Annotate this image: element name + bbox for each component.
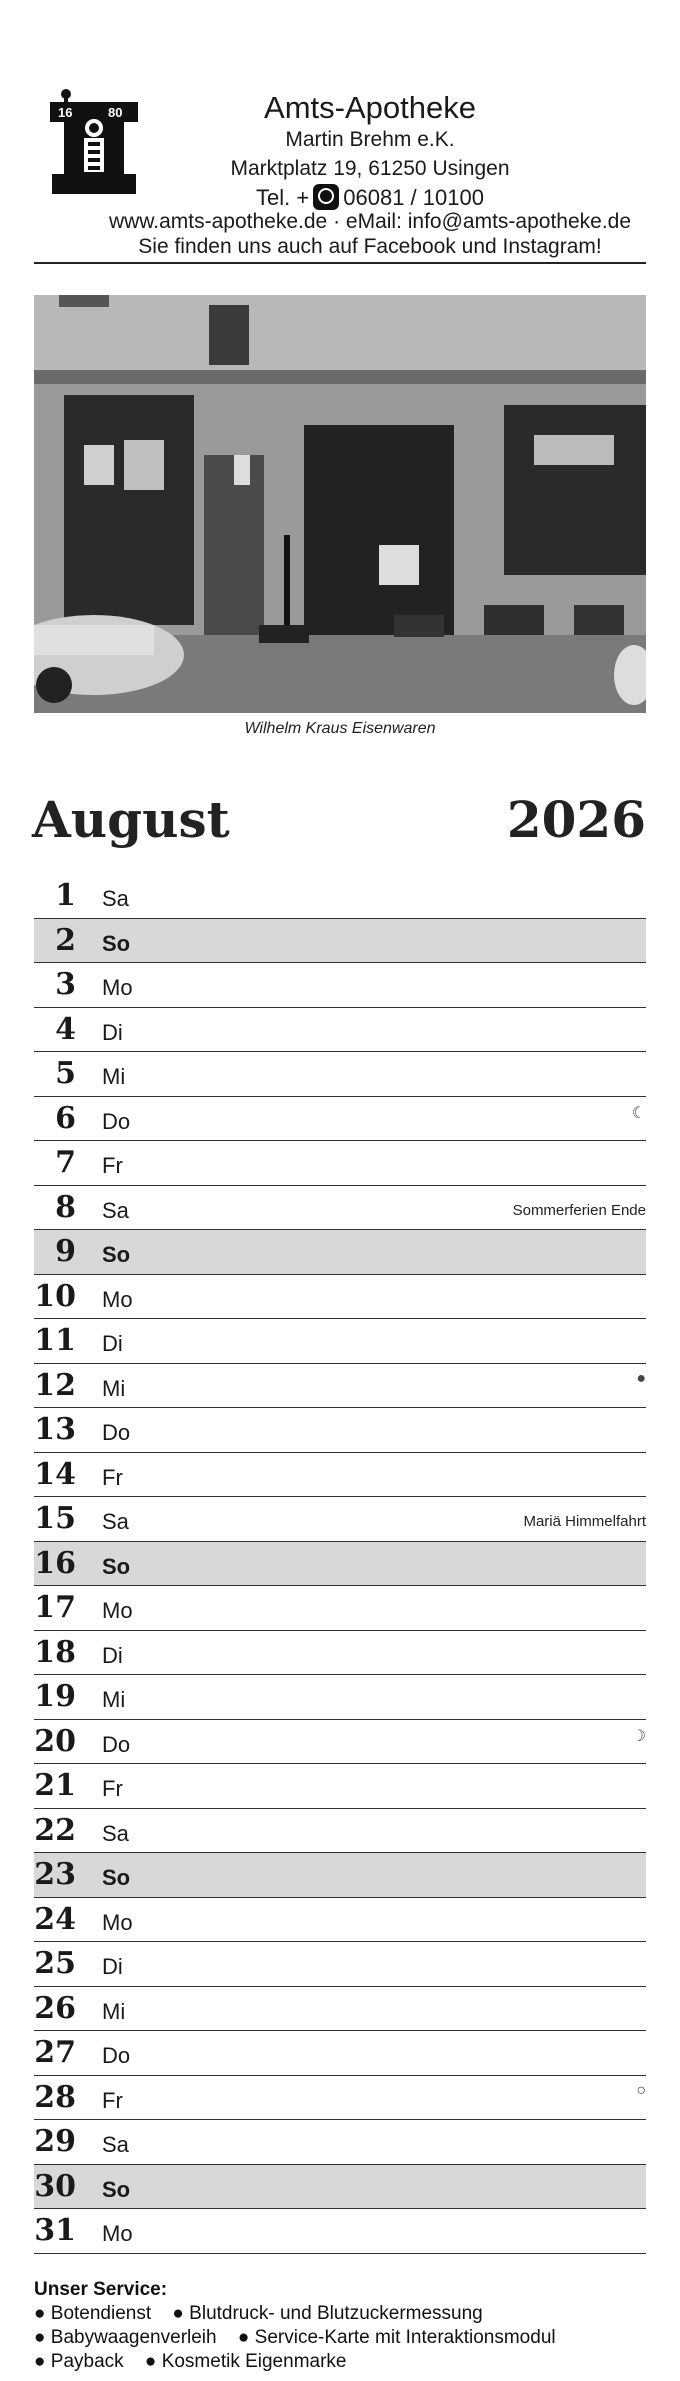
weekday-label: So [102, 2176, 131, 2202]
day-row [34, 1052, 646, 1097]
day-number: 22 [34, 1812, 76, 1848]
service-item: ● Kosmetik Eigenmarke [145, 2351, 347, 2372]
web-email-line: www.amts-apotheke.de · eMail: info@amts-apotheke.de [108, 210, 632, 233]
weekday-label: Di [102, 1642, 123, 1668]
day-row [34, 1497, 646, 1542]
weekday-label: Mi [102, 1064, 126, 1089]
day-row [34, 1186, 646, 1231]
weekday-label: Fr [102, 2087, 123, 2113]
social-line: Sie finden uns auch auf Facebook und Instagram! [138, 235, 602, 258]
pharmacy-header [0, 0, 680, 265]
pharmacy-owner: Martin Brehm e.K. [285, 128, 455, 151]
service-item: ● Blutdruck- und Blutzuckermessung [172, 2303, 482, 2324]
day-row [34, 2031, 646, 2076]
day-number: 29 [34, 2124, 76, 2159]
weekday-label: Sa [102, 1820, 129, 1846]
weekday-label: Sa [102, 2132, 129, 2157]
day-number: 10 [34, 1278, 76, 1314]
day-number: 12 [34, 1367, 76, 1403]
weekday-label: So [102, 1553, 131, 1579]
day-number: 2 [55, 922, 76, 958]
header-divider [34, 262, 646, 264]
weekday-label: Sa [102, 1197, 129, 1223]
service-item: ● Botendienst [34, 2303, 151, 2324]
month-title: August [32, 790, 230, 849]
day-row [34, 1898, 646, 1943]
service-title: Unser Service: [34, 2279, 168, 2300]
phone-prefix: Tel. + [256, 185, 310, 210]
day-number: 24 [34, 1901, 76, 1937]
weekday-label: So [102, 1865, 131, 1890]
day-number: 9 [55, 1234, 76, 1269]
day-row [34, 1141, 646, 1186]
day-number: 6 [55, 1100, 76, 1136]
weekday-label: Mo [102, 1909, 133, 1935]
moon-phase-icon: ☾ [631, 1104, 646, 1122]
day-row [34, 2076, 646, 2121]
day-number: 7 [55, 1145, 76, 1180]
day-row [34, 919, 646, 964]
day-row [34, 1942, 646, 1987]
day-row [34, 1764, 646, 1809]
day-row [34, 1586, 646, 1631]
day-number: 23 [34, 1857, 76, 1892]
weekday-label: Do [102, 1731, 131, 1757]
day-number: 26 [34, 1990, 76, 2026]
day-row [34, 1720, 646, 1765]
day-row [34, 1319, 646, 1364]
logo-year-left: 16 [58, 105, 73, 120]
weekday-label: Mo [102, 975, 133, 1000]
day-number: 28 [34, 2079, 76, 2115]
weekday-label: Do [102, 1420, 131, 1445]
whatsapp-icon [313, 184, 339, 210]
weekday-label: Mo [102, 2221, 133, 2246]
day-row [34, 1408, 646, 1453]
weekday-label: Sa [102, 886, 129, 911]
day-number: 30 [34, 2168, 76, 2204]
day-row [34, 1853, 646, 1898]
day-number: 19 [34, 1679, 76, 1714]
day-number: 3 [55, 967, 76, 1002]
day-row [34, 1542, 646, 1587]
day-number: 11 [34, 1323, 76, 1358]
service-item: ● Babywaagenverleih [34, 2327, 217, 2348]
service-section [34, 2278, 674, 2374]
weekday-label: Di [102, 1331, 123, 1356]
day-row [34, 2209, 646, 2254]
phone-number: 06081 / 10100 [343, 185, 484, 210]
day-row [34, 1809, 646, 1854]
weekday-label: So [102, 1242, 131, 1267]
weekday-label: Fr [102, 1464, 123, 1490]
day-number: 13 [34, 1412, 76, 1447]
year-title: 2026 [506, 790, 646, 849]
day-number: 27 [34, 2035, 76, 2070]
day-list [34, 874, 646, 2254]
day-row [34, 2165, 646, 2210]
day-row [34, 874, 646, 919]
day-row [34, 1008, 646, 1053]
moon-phase-icon: ○ [636, 2081, 646, 2099]
day-number: 17 [34, 1590, 76, 1625]
pharmacy-name: Amts-Apotheke [264, 90, 476, 125]
service-line-3 [34, 2350, 674, 2374]
weekday-label: Mo [102, 1286, 133, 1312]
logo-year-right: 80 [108, 105, 123, 120]
day-row [34, 1230, 646, 1275]
moon-phase-icon: ☽ [631, 1727, 646, 1745]
day-row [34, 1364, 646, 1409]
day-note: Mariä Himmelfahrt [523, 1513, 646, 1530]
service-line-1 [34, 2302, 674, 2326]
day-number: 31 [34, 2213, 76, 2248]
day-number: 1 [55, 878, 76, 913]
service-line-2 [34, 2326, 674, 2350]
weekday-label: Mi [102, 1375, 126, 1401]
pharmacy-phone [60, 184, 680, 211]
day-row [34, 1453, 646, 1498]
day-number: 4 [55, 1011, 76, 1047]
day-note: Sommerferien Ende [512, 1201, 646, 1219]
day-row [34, 2120, 646, 2165]
weekday-label: Di [102, 1954, 123, 1979]
day-number: 18 [34, 1634, 76, 1670]
day-number: 25 [34, 1946, 76, 1981]
weekday-label: Di [102, 1019, 123, 1045]
day-row [34, 1675, 646, 1720]
day-row [34, 1097, 646, 1142]
weekday-label: Fr [102, 1153, 123, 1178]
weekday-label: Do [102, 1108, 131, 1134]
weekday-label: So [102, 930, 131, 956]
day-row [34, 963, 646, 1008]
day-number: 15 [34, 1501, 76, 1536]
moon-phase-icon: ● [636, 1369, 646, 1387]
day-row [34, 1987, 646, 2032]
service-item: ● Service-Karte mit Interaktionsmodul [238, 2327, 556, 2348]
day-number: 16 [34, 1545, 76, 1581]
photo-caption: Wilhelm Kraus Eisenwaren [244, 720, 436, 737]
day-number: 5 [55, 1056, 76, 1091]
weekday-label: Do [102, 2043, 131, 2068]
historic-photo [34, 295, 646, 713]
weekday-label: Mo [102, 1598, 133, 1623]
day-row [34, 1631, 646, 1676]
day-number: 14 [34, 1456, 76, 1492]
day-row [34, 1275, 646, 1320]
service-item: ● Payback [34, 2351, 124, 2372]
day-number: 8 [55, 1189, 76, 1225]
weekday-label: Fr [102, 1776, 123, 1801]
weekday-label: Sa [102, 1509, 129, 1534]
day-number: 20 [34, 1723, 76, 1759]
pharmacy-address: Marktplatz 19, 61250 Usingen [230, 157, 510, 180]
day-number: 21 [34, 1768, 76, 1803]
weekday-label: Mi [102, 1687, 126, 1712]
weekday-label: Mi [102, 1998, 126, 2024]
